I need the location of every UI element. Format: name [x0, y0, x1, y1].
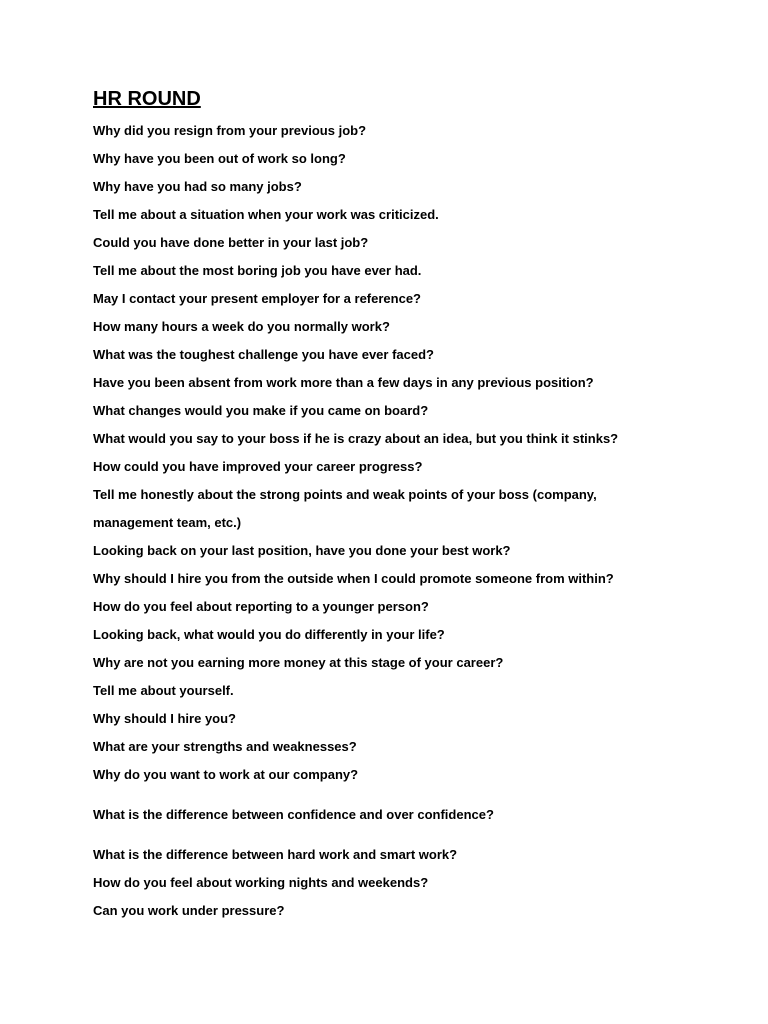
question-line: What is the difference between confidence and over confidence? — [93, 807, 494, 822]
question-line: Can you work under pressure? — [93, 903, 285, 918]
question-line: Tell me about yourself. — [93, 683, 234, 698]
question-line: Have you been absent from work more than a few days in any previous position? — [93, 375, 594, 390]
question-line: What would you say to your boss if he is crazy about an idea, but you think it stinks? — [93, 431, 619, 446]
question-line: How many hours a week do you normally work? — [93, 319, 390, 334]
question-line: Why have you been out of work so long? — [93, 151, 346, 166]
question-line: Could you have done better in your last job? — [93, 235, 369, 250]
question-line: Tell me honestly about the strong points and weak points of your boss (company, — [93, 487, 597, 502]
question-line: What is the difference between hard work and smart work? — [93, 847, 458, 862]
question-line: How do you feel about working nights and weekends? — [93, 875, 429, 890]
question-line: How could you have improved your career progress? — [93, 459, 423, 474]
question-line: What was the toughest challenge you have ever faced? — [93, 347, 434, 362]
question-line: Looking back on your last position, have you done your best work? — [93, 543, 511, 558]
question-line-continued: management team, etc.) — [93, 515, 242, 530]
question-line: How do you feel about reporting to a younger person? — [93, 599, 429, 614]
question-line: Why should I hire you? — [93, 711, 236, 726]
question-line: Tell me about the most boring job you have ever had. — [93, 263, 422, 278]
question-line: Looking back, what would you do differently in your life? — [93, 627, 445, 642]
question-line: Why have you had so many jobs? — [93, 179, 302, 194]
page-title: HR ROUND — [93, 88, 201, 110]
question-line: Why should I hire you from the outside when I could promote someone from within? — [93, 571, 614, 586]
question-line: What changes would you make if you came on board? — [93, 403, 429, 418]
question-line: Tell me about a situation when your work was criticized. — [93, 207, 439, 222]
question-line: Why did you resign from your previous job? — [93, 123, 367, 138]
question-line: May I contact your present employer for a reference? — [93, 291, 421, 306]
question-line: Why are not you earning more money at this stage of your career? — [93, 655, 504, 670]
question-line: Why do you want to work at our company? — [93, 767, 359, 782]
question-line: What are your strengths and weaknesses? — [93, 739, 357, 754]
